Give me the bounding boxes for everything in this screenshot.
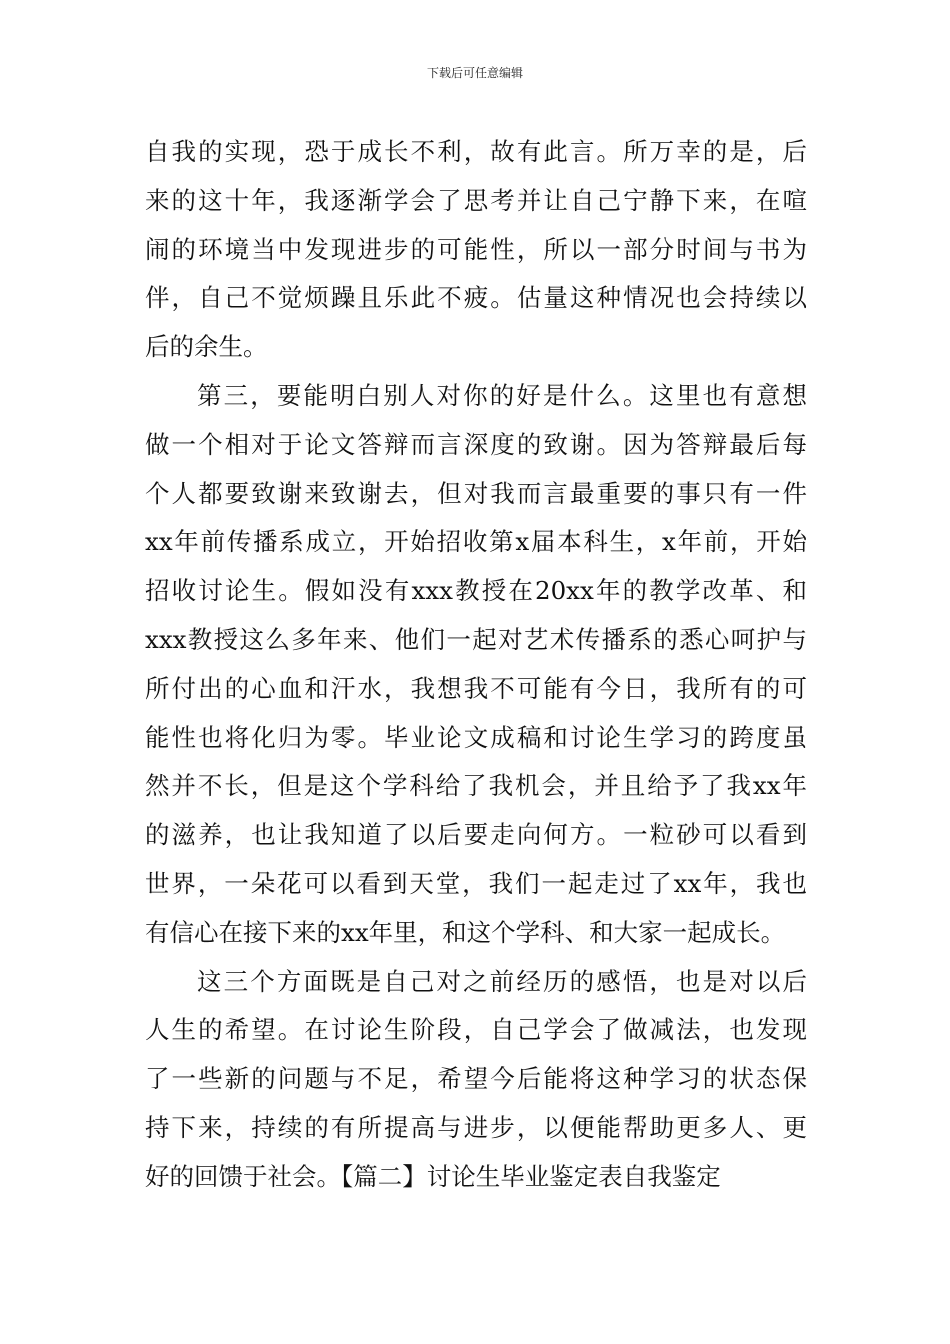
text-line: 做一个相对于论文答辩而言深度的致谢。因为答辩最后每: [145, 429, 807, 459]
text-line: 闹的环境当中发现进步的可能性，所以一部分时间与书为: [145, 234, 807, 264]
text-line: 好的回馈于社会。【篇二】讨论生毕业鉴定表自我鉴定: [145, 1161, 721, 1191]
text-line: 世界，一朵花可以看到天堂，我们一起走过了xx年，我也: [145, 868, 807, 898]
text-line: 然并不长，但是这个学科给了我机会，并且给予了我xx年: [145, 771, 807, 801]
text-line: 后的余生。: [145, 332, 268, 362]
text-line: 人生的希望。在讨论生阶段，自己学会了做减法，也发现: [145, 1015, 807, 1045]
text-line: xx年前传播系成立，开始招收第x届本科生，x年前，开始: [145, 527, 807, 557]
text-line: 这三个方面既是自己对之前经历的感悟，也是对以后: [197, 966, 807, 996]
text-line: xxx教授这么多年来、他们一起对艺术传播系的悉心呵护与: [145, 624, 807, 654]
text-line: 的滋养，也让我知道了以后要走向何方。一粒砂可以看到: [145, 820, 807, 850]
text-line: 第三，要能明白别人对你的好是什么。这里也有意想: [197, 380, 807, 410]
text-line: 了一些新的问题与不足，希望今后能将这种学习的状态保: [145, 1064, 807, 1094]
text-line: 伴，自己不觉烦躁且乐此不疲。估量这种情况也会持续以: [145, 283, 807, 313]
text-line: 自我的实现，恐于成长不利，故有此言。所万幸的是，后: [145, 137, 807, 166]
text-line: 持下来，持续的有所提高与进步，以便能帮助更多人、更: [145, 1112, 807, 1142]
text-line: 所付出的心血和汗水，我想我不可能有今日，我所有的可: [145, 673, 807, 703]
document-body: [145, 128, 807, 1202]
page-header: 下载后可任意编辑: [426, 66, 523, 80]
text-line: 有信心在接下来的xx年里，和这个学科、和大家一起成长。: [145, 917, 786, 947]
text-line: 能性也将化归为零。毕业论文成稿和讨论生学习的跨度虽: [145, 722, 807, 752]
text-line: 来的这十年，我逐渐学会了思考并让自己宁静下来，在喧: [145, 185, 807, 215]
text-line: 个人都要致谢来致谢去，但对我而言最重要的事只有一件: [145, 478, 807, 508]
text-line: 招收讨论生。假如没有xxx教授在20xx年的教学改革、和: [145, 576, 807, 606]
